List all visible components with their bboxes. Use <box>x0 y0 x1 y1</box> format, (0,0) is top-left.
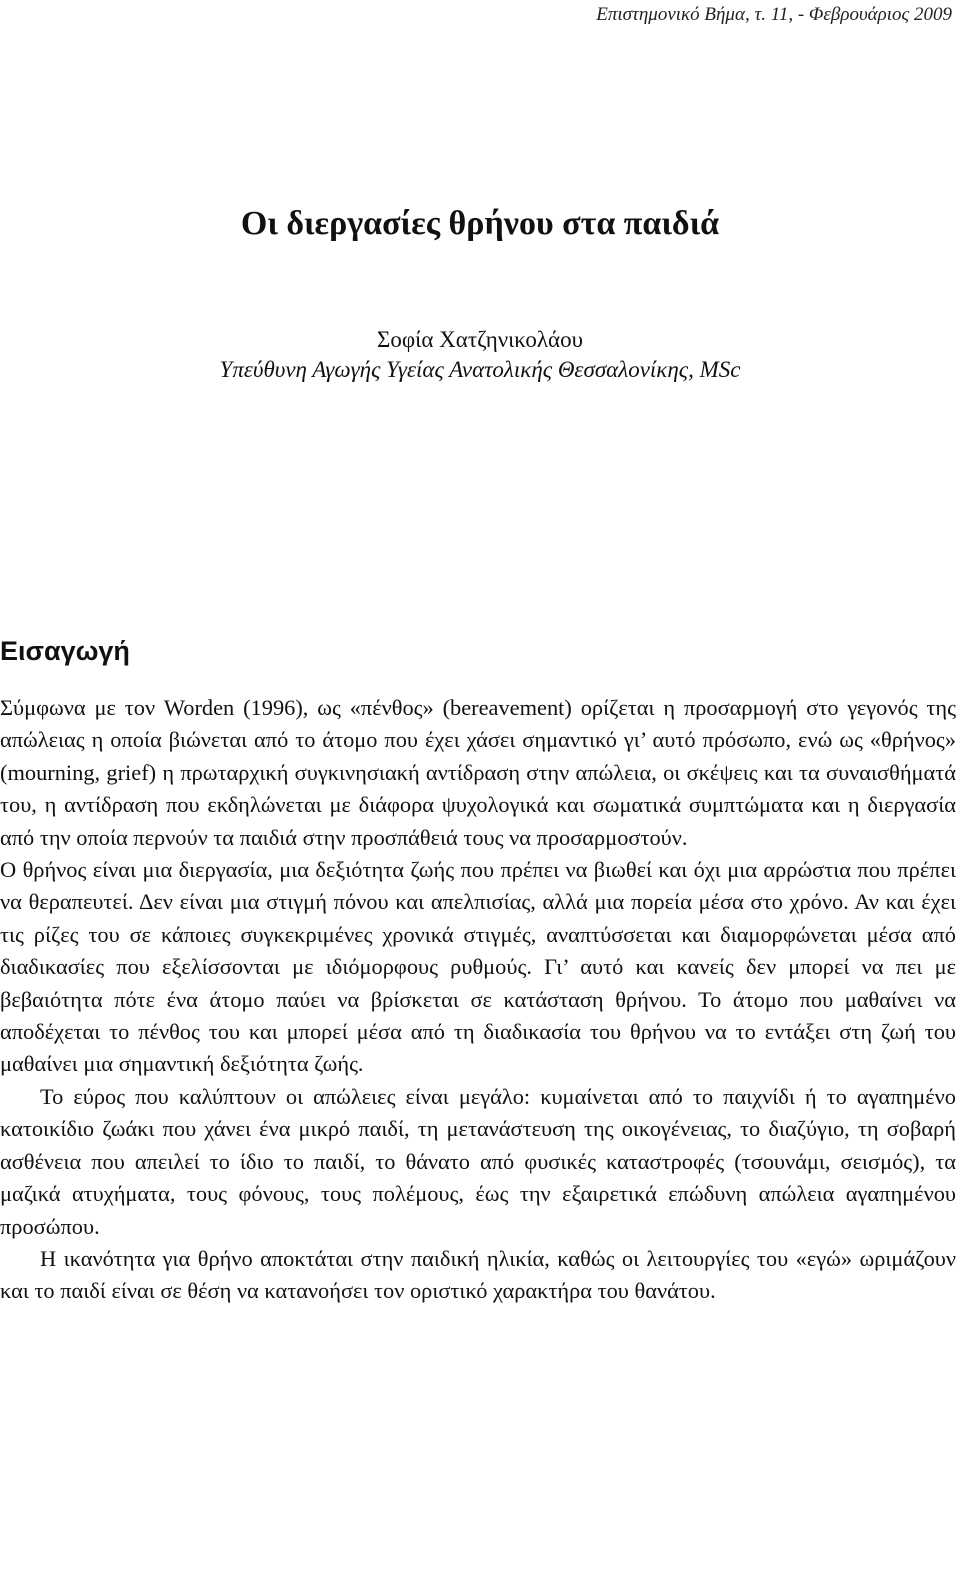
author-block <box>0 325 960 385</box>
paragraph-3: Το εύρος που καλύπτουν οι απώλειες είναι μεγάλο: κυμαίνεται από το παιχνίδι ή το αγαπημένο κατοικίδιο ζωάκι που χάνει ένα μικρό παιδί, τη μετανάστευση της οικογένειας, το διαζύγιο, τη σοβαρή ασθένεια που απειλεί το ίδιο το παιδί, το θάνατο από φυσικές καταστροφές (τσουνάμι, σεισμός), τα μαζικά ατυχήματα, τους φόνους, τους πολέμους, έως την εξαιρετικά επώδυνη απώλεια αγαπημένου προσώπου. <box>0 1083 956 1239</box>
author-affiliation: Υπεύθυνη Αγωγής Υγείας Ανατολικής Θεσσαλονίκης, MSc <box>219 357 741 382</box>
article-title: Οι διεργασίες θρήνου στα παιδιά <box>240 205 720 242</box>
section-heading: Εισαγωγή <box>0 636 130 666</box>
paragraph-1: Σύμφωνα με τον Worden (1996), ως «πένθος» (bereavement) ορίζεται η προσαρμογή στο γεγονός της απώλειας η οποία βιώνεται από το άτομο που έχει χάσει σημαντικό γι’ αυτό πρόσωπο, ενώ ως «θρήνος» (mourning, grief) η πρωταρχική συγκινησιακή αντίδραση στην απώλεια, οι σκέψεις και τα συναισθήματά του, η αντίδραση που εκδηλώνεται με διάφορα ψυχολογικά και σωματικά συμπτώματα και η διεργασία από την οποία περνούν τα παιδιά στην προσπάθειά τους να προσαρμοστούν. <box>0 695 956 850</box>
paragraph-4: Η ικανότητα για θρήνο αποκτάται στην παιδική ηλικία, καθώς οι λειτουργίες του «εγώ» ωριμάζουν και το παιδί είναι σε θέση να κατανοήσει τον οριστικό χαρακτήρα του θανάτου. <box>0 1245 956 1304</box>
body-text <box>0 692 956 1308</box>
running-head: Επιστημονικό Βήμα, τ. 11, - Φεβρουάριος 2009 <box>596 4 952 25</box>
paragraph-2: Ο θρήνος είναι μια διεργασία, μια δεξιότητα ζωής που πρέπει να βιωθεί και όχι μια αρρώστια που πρέπει να θεραπευτεί. Δεν είναι μια στιγμή πόνου και απελπισίας, αλλά μια πορεία μέσα στο χρόνο. Αν και έχει τις ρίζες του σε κάποιες συγκεκριμένες χρονικά στιγμές, αναπτύσσεται και διαμορφώνεται μέσα από διαδικασίες που εξελίσσονται με ιδιόμορφους ρυθμούς. Γι’ αυτό και κανείς δεν μπορεί να πει με βεβαιότητα πότε ένα άτομο παύει να βρίσκεται σε κατάσταση θρήνου. Το άτομο που μαθαίνει να αποδέχεται το πένθος του και μπορεί μέσα από τη διαδικασία του θρήνου να το εντάξει στη ζωή του μαθαίνει μια σημαντική δεξιότητα ζωής. <box>0 857 956 1077</box>
author-name: Σοφία Χατζηνικολάου <box>377 327 583 352</box>
